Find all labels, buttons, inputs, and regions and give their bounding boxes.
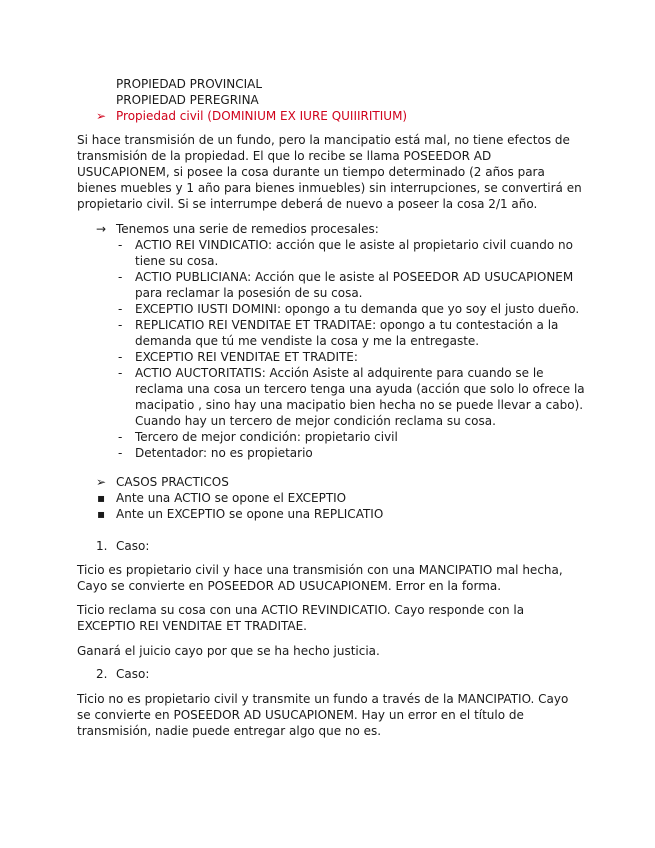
dash-bullet-icon: - <box>118 318 123 332</box>
intro-line-5: propietario civil. Si se interrumpe deberá de nuevo a poseer la cosa 2/1 año. <box>77 197 538 211</box>
case-2-text: transmisión, nadie puede entregar algo que no es. <box>77 724 382 738</box>
case-1-text: EXCEPTIO REI VENDITAE ET TRADITAE. <box>77 619 307 633</box>
intro-line-1: Si hace transmisión de un fundo, pero la mancipatio está mal, no tiene efectos de <box>77 133 570 147</box>
case-2-text: se convierte en POSEEDOR AD USUCAPIONEM. Hay un error en el título de <box>77 708 524 722</box>
casos-bullet-2: Ante un EXCEPTIO se opone una REPLICATIO <box>116 507 384 521</box>
remedy-line: Cuando hay un tercero de mejor condición reclama su cosa. <box>135 414 496 428</box>
right-arrow-icon: → <box>96 222 107 236</box>
case-1-text: Ticio reclama su cosa con una ACTIO REVINDICATIO. Cayo responde con la <box>77 603 525 617</box>
case-2-number: 2. <box>96 667 108 681</box>
dash-bullet-icon: - <box>118 366 123 380</box>
propiedad-civil-heading: Propiedad civil (DOMINIUM EX IURE QUIIIRITIUM) <box>116 109 408 123</box>
remedy-line: EXCEPTIO IUSTI DOMINI: opongo a tu demanda que yo soy el justo dueño. <box>135 302 580 316</box>
case-2-label: Caso: <box>116 667 150 681</box>
remedy-line: REPLICATIO REI VENDITAE ET TRADITAE: opongo a tu contestación a la <box>135 318 559 332</box>
square-bullet-icon: ▪ <box>97 491 106 505</box>
remedy-line: para reclamar la posesión de su cosa. <box>135 286 363 300</box>
remedy-line: Detentador: no es propietario <box>135 446 313 460</box>
remedy-line: Tercero de mejor condición: propietario civil <box>135 430 398 444</box>
intro-line-4: bienes muebles y 1 año para bienes inmuebles) sin interrupciones, se convertirá en <box>77 181 582 195</box>
dash-bullet-icon: - <box>118 446 123 460</box>
dash-bullet-icon: - <box>118 302 123 316</box>
dash-bullet-icon: - <box>118 430 123 444</box>
casos-bullet-1: Ante una ACTIO se opone el EXCEPTIO <box>116 491 347 505</box>
arrow-bullet-icon: ➢ <box>96 109 107 123</box>
remedy-line: demanda que tú me vendiste la cosa y me la entregaste. <box>135 334 480 348</box>
dash-bullet-icon: - <box>118 238 123 252</box>
propiedad-peregrina: PROPIEDAD PEREGRINA <box>116 93 259 107</box>
remedy-line: EXCEPTIO REI VENDITAE ET TRADITE: <box>135 350 358 364</box>
remedy-line: ACTIO AUCTORITATIS: Acción Asiste al adquirente para cuando se le <box>135 366 544 380</box>
remedy-line: macipatio , sino hay una macipatio bien hecha no se puede llevar a cabo). <box>135 398 584 412</box>
propiedad-provincial: PROPIEDAD PROVINCIAL <box>116 77 263 91</box>
remedy-line: tiene su cosa. <box>135 254 219 268</box>
intro-line-2: transmisión de la propiedad. El que lo recibe se llama POSEEDOR AD <box>77 149 492 163</box>
dash-bullet-icon: - <box>118 270 123 284</box>
case-1-number: 1. <box>96 539 108 553</box>
case-1-text: Ticio es propietario civil y hace una transmisión con una MANCIPATIO mal hecha, <box>77 563 563 577</box>
arrow-bullet-icon: ➢ <box>96 475 107 489</box>
case-2-text: Ticio no es propietario civil y transmite un fundo a través de la MANCIPATIO. Cayo <box>77 692 569 706</box>
intro-line-3: USUCAPIONEM, si posee la cosa durante un tiempo determinado (2 años para <box>77 165 545 179</box>
case-1-conclusion: Ganará el juicio cayo por que se ha hecho justicia. <box>77 644 380 658</box>
remedies-lead: Tenemos una serie de remedios procesales: <box>116 222 379 236</box>
casos-heading: CASOS PRACTICOS <box>116 475 229 489</box>
remedy-line: ACTIO REI VINDICATIO: acción que le asiste al propietario civil cuando no <box>135 238 573 252</box>
remedy-line: ACTIO PUBLICIANA: Acción que le asiste al POSEEDOR AD USUCAPIONEM <box>135 270 574 284</box>
case-1-text: Cayo se convierte en POSEEDOR AD USUCAPIONEM. Error en la forma. <box>77 579 502 593</box>
case-1-label: Caso: <box>116 539 150 553</box>
remedy-line: reclama una cosa un tercero tenga una ayuda (acción que solo lo ofrece la <box>135 382 585 396</box>
dash-bullet-icon: - <box>118 350 123 364</box>
square-bullet-icon: ▪ <box>97 507 106 521</box>
